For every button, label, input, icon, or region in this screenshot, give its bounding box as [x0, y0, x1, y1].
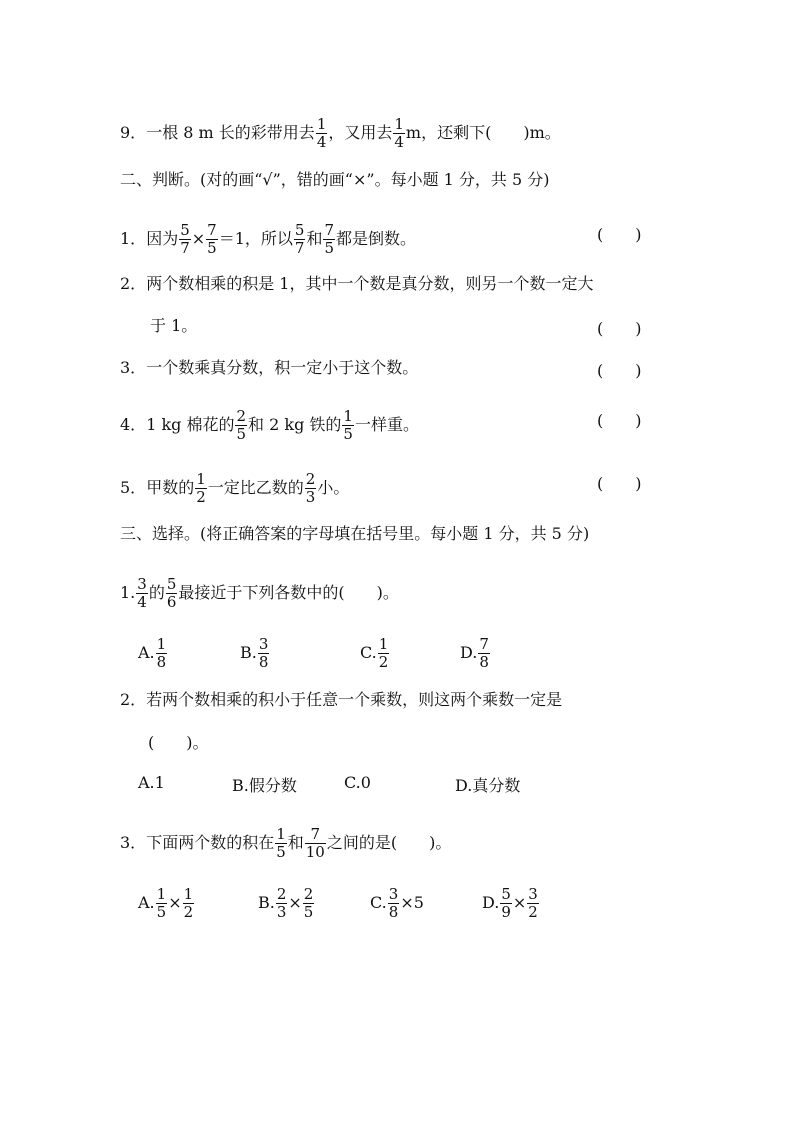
fraction: $\frac{1}{5}$	[156, 885, 167, 921]
fraction: $\frac{5}{7}$	[180, 221, 190, 257]
fraction: $\frac{7}{10}$	[305, 825, 325, 861]
fraction: $\frac{1}{5}$	[343, 407, 353, 443]
choice-question-2: 2．若两个数相乘的积小于任意一个乘数，则这两个乘数一定是	[120, 690, 563, 709]
question-number: 1.	[120, 583, 136, 602]
option-a[interactable]: A. $\frac{1}{8}$	[138, 635, 167, 671]
fraction: $\frac{7}{5}$	[324, 221, 334, 257]
answer-blank[interactable]: ( )	[597, 225, 642, 244]
question-text: m，还剩下( )m。	[405, 123, 561, 142]
question-text: 一定比乙数的	[207, 478, 304, 497]
fraction: $\frac{1}{5}$	[276, 825, 286, 861]
question-number: 4．	[120, 415, 147, 434]
question-text: 的	[148, 583, 165, 602]
fraction: $\frac{7}{5}$	[207, 221, 217, 257]
question-text: 小。	[317, 478, 350, 497]
option-d[interactable]: D. $\frac{7}{8}$	[460, 635, 489, 671]
question-number: 3．	[120, 833, 147, 852]
fraction: $\frac{2}{5}$	[236, 407, 247, 443]
question-text: 和	[287, 833, 304, 852]
option-b[interactable]: B.假分数	[232, 776, 297, 795]
fraction: $\frac{5}{7}$	[294, 221, 305, 257]
question-text: 一个数乘真分数，积一定小于这个数。	[146, 358, 419, 377]
fraction: $\frac{7}{8}$	[479, 635, 489, 671]
judge-item-4	[120, 408, 419, 443]
fraction: $\frac{3}{8}$	[388, 885, 399, 921]
option-a[interactable]: A. $\frac{1}{5}$ × $\frac{1}{2}$	[138, 885, 194, 921]
fraction: $\frac{5}{9}$	[501, 885, 511, 921]
fraction: $\frac{1}{8}$	[156, 635, 167, 671]
judge-item-5	[120, 471, 349, 506]
question-text: 因为	[146, 229, 179, 248]
option-c[interactable]: C. $\frac{1}{2}$	[360, 635, 389, 671]
fraction: $\frac{1}{4}$	[394, 115, 404, 151]
fraction: $\frac{3}{4}$	[137, 575, 147, 611]
operator: ×	[191, 229, 206, 248]
option-b[interactable]: B. $\frac{3}{8}$	[240, 635, 269, 671]
option-c[interactable]: C. $\frac{3}{8}$ ×5	[370, 885, 424, 921]
fraction: $\frac{1}{2}$	[196, 470, 206, 506]
question-text: 一样重。	[354, 415, 419, 434]
question-text: 和 2 kg 铁的	[248, 415, 342, 434]
answer-blank[interactable]: ( )	[597, 319, 642, 338]
question-text: 下面两个数的积在	[146, 833, 275, 852]
fraction: $\frac{3}{8}$	[258, 635, 269, 671]
question-text: ＝1，所以	[218, 229, 293, 248]
option-d[interactable]: D.真分数	[455, 776, 521, 795]
question-text: 两个数相乘的积是 1，其中一个数是真分数，则另一个数一定大	[146, 274, 594, 293]
option-b[interactable]: B. $\frac{2}{3}$ × $\frac{2}{5}$	[258, 885, 314, 921]
judge-item-2-cont: 于 1。	[150, 316, 198, 335]
question-text: 和	[306, 229, 323, 248]
choice-question-3	[120, 826, 451, 861]
answer-blank[interactable]: ( )	[597, 361, 642, 380]
question-text: 最接近于下列各数中的( )。	[178, 583, 399, 602]
fraction: $\frac{3}{2}$	[528, 885, 538, 921]
answer-blank[interactable]: ( )	[597, 474, 642, 493]
question-number: 3．	[120, 358, 147, 377]
fraction: $\frac{2}{3}$	[276, 885, 287, 921]
question-number: 1．	[120, 229, 147, 248]
option-d[interactable]: D. $\frac{5}{9}$ × $\frac{3}{2}$	[482, 885, 538, 921]
question-number: 2．	[120, 274, 147, 293]
fraction: $\frac{2}{5}$	[303, 885, 314, 921]
choice-question-2-cont: ( )。	[148, 733, 209, 752]
choice-question-1	[120, 576, 399, 611]
question-number: 5．	[120, 478, 147, 497]
option-c[interactable]: C.0	[344, 773, 371, 792]
question-text: 都是倒数。	[336, 229, 417, 248]
fraction: $\frac{1}{2}$	[183, 885, 194, 921]
judge-item-2	[120, 274, 593, 294]
question-text: 甲数的	[146, 478, 195, 497]
question-text: 1 kg 棉花的	[146, 415, 235, 434]
question-9	[120, 116, 561, 151]
fraction: $\frac{1}{2}$	[378, 635, 389, 671]
option-a[interactable]: A.1	[138, 773, 165, 792]
section-2-title: 二、判断。(对的画“√”，错的画“×”。每小题 1 分，共 5 分)	[120, 170, 550, 189]
question-text: 之间的是( )。	[326, 833, 452, 852]
fraction: $\frac{1}{4}$	[316, 115, 327, 151]
question-number: 9．	[120, 123, 147, 142]
fraction: $\frac{2}{3}$	[305, 470, 316, 506]
answer-blank[interactable]: ( )	[597, 411, 642, 430]
judge-item-1	[120, 222, 416, 257]
section-3-title: 三、选择。(将正确答案的字母填在括号里。每小题 1 分，共 5 分)	[120, 524, 590, 543]
question-text: ，又用去	[328, 123, 393, 142]
question-text: 一根 8 m 长的彩带用去	[146, 123, 315, 142]
fraction: $\frac{5}{6}$	[166, 575, 177, 611]
judge-item-3	[120, 358, 418, 378]
